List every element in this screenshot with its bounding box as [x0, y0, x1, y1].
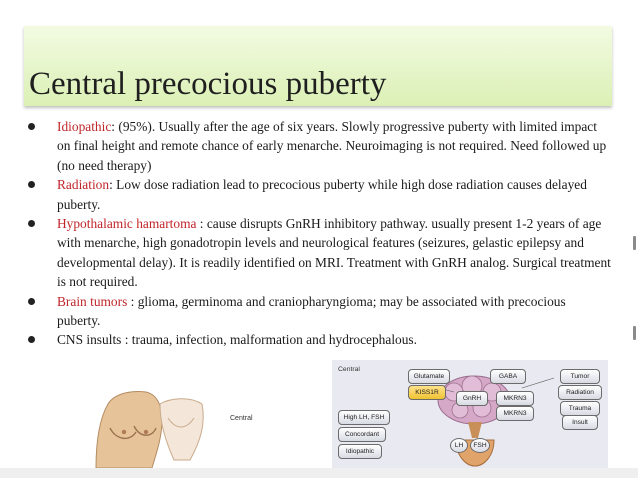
bullet-text: : (95%). Usually after the age of six years. Slowly progressive puberty with limited impact on final height and remote chance of early menarche. Neuroimaging is not required. Need followed up (no need therapy) — [57, 119, 607, 173]
fsh-box: FSH — [470, 438, 490, 453]
mkrn3-box-lower: MKRN3 — [496, 406, 534, 421]
kiss1r-box: KISS1R — [408, 385, 446, 400]
central-pathway-diagram — [332, 360, 608, 472]
footer-strip — [0, 468, 638, 478]
mkrn3-box-upper: MKRN3 — [496, 391, 534, 406]
concordant-box: Concordant — [338, 427, 386, 442]
bullet-term: Idiopathic — [57, 119, 112, 134]
edge-mark — [633, 326, 636, 340]
insult-box: Insult — [562, 415, 598, 430]
bullet-text: CNS insults : trauma, infection, malformation and hydrocephalous. — [57, 332, 417, 348]
bullet-radiation — [26, 175, 612, 214]
diagram-heading: Central — [338, 366, 360, 373]
bullet-text: : glioma, germinoma and craniopharyngioma; may be associated with precocious puberty. — [57, 293, 566, 329]
bullet-dot-icon — [28, 220, 35, 227]
bullet-text: : Low dose radiation lead to precocious puberty while high dose radiation causes delayed puberty. — [57, 177, 587, 212]
bullet-term: Brain tumors — [57, 293, 128, 309]
bullet-list — [26, 117, 612, 350]
glutamate-box: Glutamate — [408, 369, 450, 384]
radiation-box: Radiation — [558, 385, 602, 400]
bullet-brain-tumors — [26, 292, 612, 331]
bullet-term: Radiation — [57, 177, 110, 193]
bullet-dot-icon — [28, 336, 35, 343]
pelvis-figure — [160, 399, 203, 460]
bullet-term: Hypothalamic hamartoma — [57, 216, 197, 232]
bullet-dot-icon — [28, 181, 35, 188]
idiopathic-box: Idiopathic — [338, 444, 382, 459]
gaba-box: GABA — [490, 369, 526, 384]
bullet-hypothalamic-hamartoma — [26, 214, 612, 292]
slide-title: Central precocious puberty — [29, 66, 387, 102]
bullet-dot-icon — [28, 298, 35, 305]
high-lh-fsh-box: High LH, FSH — [338, 410, 390, 425]
bullet-text: : cause disrupts GnRH inhibitory pathway. usually present 1-2 years of age with menarche, high gonadotropin levels and neurological features (seizures, gelastic epilepsy and developmental delay). It is readily identified on MRI. Treatment with GnRH analog. Surgical treatment is not required. — [57, 216, 611, 290]
puberty-illustration — [90, 380, 280, 470]
edge-mark — [633, 236, 636, 250]
torso-figure — [96, 392, 162, 469]
gnrh-box: GnRH — [456, 391, 488, 406]
trauma-box: Trauma — [560, 401, 600, 416]
bullet-idiopathic — [26, 117, 612, 175]
figure-left-label: Central — [230, 415, 253, 422]
bullet-dot-icon — [28, 123, 35, 130]
lh-box: LH — [450, 438, 468, 453]
bullet-cns-insults — [26, 330, 612, 349]
tumor-box: Tumor — [560, 369, 600, 384]
